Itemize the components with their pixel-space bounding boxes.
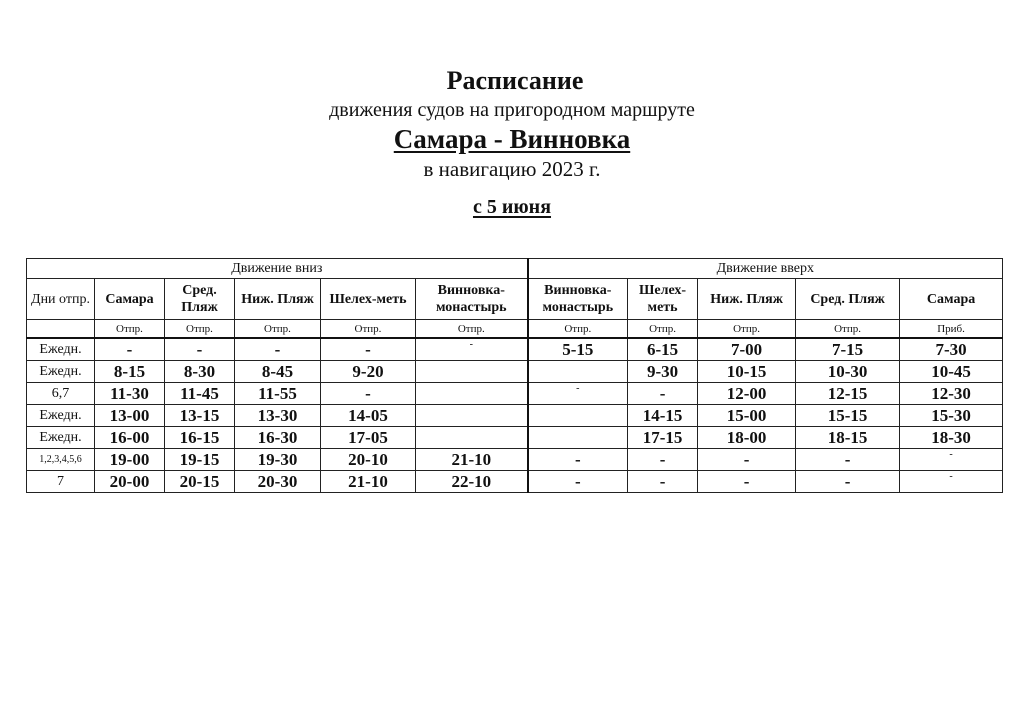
time-cell: 10-15 [698, 361, 796, 383]
up-stop-header: Шелех-меть [628, 279, 698, 320]
time-cell: 19-00 [95, 449, 165, 471]
down-type-label: Отпр. [165, 320, 235, 339]
up-type-label: Отпр. [528, 320, 628, 339]
up-type-label: Отпр. [796, 320, 900, 339]
time-cell: - [796, 449, 900, 471]
down-type-label: Отпр. [95, 320, 165, 339]
time-cell: 16-30 [235, 427, 321, 449]
time-cell: 22-10 [416, 471, 528, 493]
time-cell [528, 361, 628, 383]
group-up-header: Движение вверх [528, 259, 1003, 279]
time-cell: 11-30 [95, 383, 165, 405]
time-cell: - [628, 471, 698, 493]
time-cell: 20-00 [95, 471, 165, 493]
time-cell: 17-05 [321, 427, 416, 449]
time-cell: 14-15 [628, 405, 698, 427]
up-stop-header: Сред. Пляж [796, 279, 900, 320]
down-type-label: Отпр. [321, 320, 416, 339]
table-row [27, 338, 1003, 361]
time-cell: 11-55 [235, 383, 321, 405]
time-cell: 8-15 [95, 361, 165, 383]
time-cell: 13-15 [165, 405, 235, 427]
up-stop-header: Винновка-монастырь [528, 279, 628, 320]
time-cell: 5-15 [528, 338, 628, 361]
time-cell: 19-30 [235, 449, 321, 471]
time-cell: - [528, 383, 628, 405]
time-cell: 6-15 [628, 338, 698, 361]
time-cell: - [165, 338, 235, 361]
days-cell: Ежедн. [27, 427, 95, 449]
time-cell: - [416, 338, 528, 361]
time-cell: - [698, 449, 796, 471]
time-cell: - [235, 338, 321, 361]
time-cell: 20-15 [165, 471, 235, 493]
time-cell: 12-30 [900, 383, 1003, 405]
navigation-season: в навигацию 2023 г. [423, 157, 601, 181]
days-cell: Ежедн. [27, 338, 95, 361]
schedule-table [26, 258, 1003, 493]
down-stop-header: Ниж. Пляж [235, 279, 321, 320]
time-cell: 12-00 [698, 383, 796, 405]
route-name: Самара - Винновка [393, 124, 631, 154]
table-row [27, 449, 1003, 471]
up-type-label: Отпр. [698, 320, 796, 339]
time-cell: - [528, 471, 628, 493]
time-cell: - [628, 383, 698, 405]
time-cell: 16-00 [95, 427, 165, 449]
down-type-label: Отпр. [235, 320, 321, 339]
time-cell: - [95, 338, 165, 361]
time-cell: 20-10 [321, 449, 416, 471]
time-cell: - [796, 471, 900, 493]
time-cell: - [698, 471, 796, 493]
stop-header-row [27, 279, 1003, 320]
up-type-label: Отпр. [628, 320, 698, 339]
time-cell: 9-30 [628, 361, 698, 383]
table-row [27, 361, 1003, 383]
down-stop-header: Шелех-меть [321, 279, 416, 320]
time-cell: - [900, 471, 1003, 493]
page-title: Расписание [446, 66, 584, 95]
down-type-label: Отпр. [416, 320, 528, 339]
down-stop-header: Самара [95, 279, 165, 320]
down-stop-header: Сред. Пляж [165, 279, 235, 320]
direction-header-row [27, 259, 1003, 279]
time-cell: 7-15 [796, 338, 900, 361]
time-cell: 20-30 [235, 471, 321, 493]
time-cell: 10-30 [796, 361, 900, 383]
time-cell [528, 405, 628, 427]
down-stop-header: Винновка-монастырь [416, 279, 528, 320]
table-row [27, 471, 1003, 493]
schedule-title-block [0, 64, 1024, 220]
days-header: Дни отпр. [27, 279, 95, 320]
time-cell: 18-00 [698, 427, 796, 449]
time-cell: - [900, 449, 1003, 471]
time-cell: 19-15 [165, 449, 235, 471]
days-cell: 6,7 [27, 383, 95, 405]
time-cell [416, 427, 528, 449]
days-cell: Ежедн. [27, 405, 95, 427]
time-cell: 18-30 [900, 427, 1003, 449]
time-cell: - [528, 449, 628, 471]
time-cell: - [321, 338, 416, 361]
time-cell: 7-30 [900, 338, 1003, 361]
time-cell: - [321, 383, 416, 405]
time-cell [528, 427, 628, 449]
time-cell: 13-00 [95, 405, 165, 427]
group-down-header: Движение вниз [27, 259, 528, 279]
time-cell: 12-15 [796, 383, 900, 405]
time-cell: 21-10 [416, 449, 528, 471]
time-cell: 10-45 [900, 361, 1003, 383]
up-stop-header: Самара [900, 279, 1003, 320]
page-subtitle: движения судов на пригородном маршруте [329, 99, 695, 121]
days-cell: 1,2,3,4,5,6 [27, 449, 95, 471]
up-stop-header: Ниж. Пляж [698, 279, 796, 320]
time-cell: 15-30 [900, 405, 1003, 427]
days-cell: Ежедн. [27, 361, 95, 383]
time-cell: 11-45 [165, 383, 235, 405]
time-cell: 16-15 [165, 427, 235, 449]
time-cell: 8-30 [165, 361, 235, 383]
time-cell: 15-15 [796, 405, 900, 427]
days-cell: 7 [27, 471, 95, 493]
time-cell: 7-00 [698, 338, 796, 361]
blank-cell [27, 320, 95, 339]
table-row [27, 405, 1003, 427]
table-row [27, 427, 1003, 449]
effective-date: с 5 июня [472, 196, 552, 218]
time-cell [416, 405, 528, 427]
time-cell: 17-15 [628, 427, 698, 449]
time-cell: 15-00 [698, 405, 796, 427]
up-type-label: Приб. [900, 320, 1003, 339]
time-cell [416, 383, 528, 405]
time-cell: 14-05 [321, 405, 416, 427]
time-cell: 18-15 [796, 427, 900, 449]
time-cell: 13-30 [235, 405, 321, 427]
table-row [27, 383, 1003, 405]
time-cell: 9-20 [321, 361, 416, 383]
time-cell: 8-45 [235, 361, 321, 383]
time-cell [416, 361, 528, 383]
time-cell: - [628, 449, 698, 471]
departure-type-row [27, 320, 1003, 339]
time-cell: 21-10 [321, 471, 416, 493]
